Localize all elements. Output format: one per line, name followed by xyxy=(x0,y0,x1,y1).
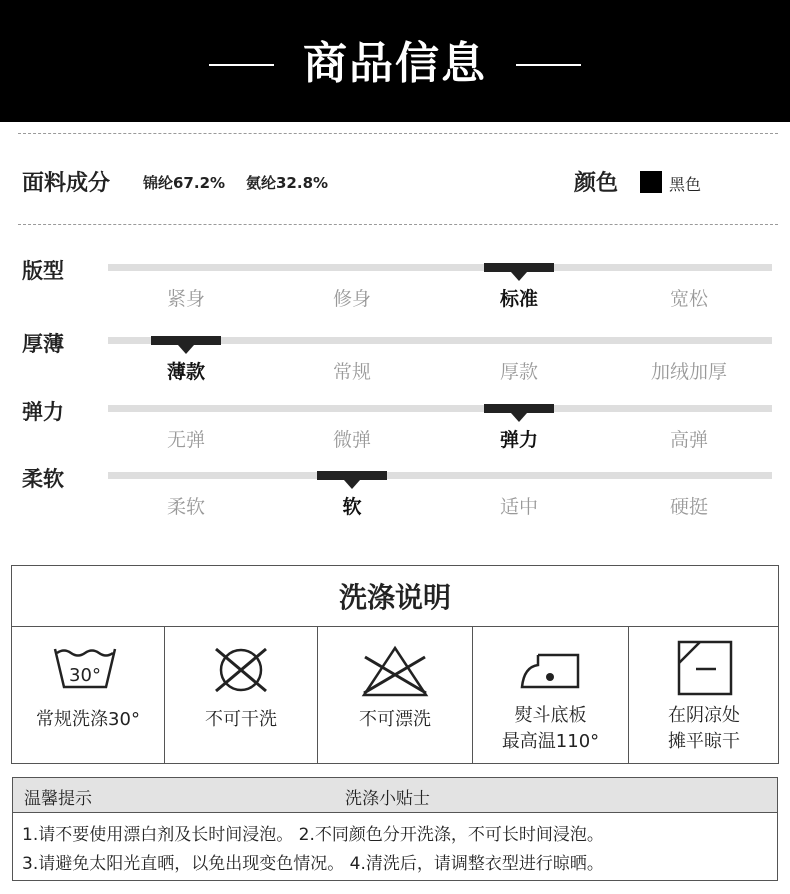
attribute-option: 高弹 xyxy=(669,429,708,451)
color-label: 颜色 xyxy=(574,171,619,196)
wash-caption xyxy=(473,703,628,755)
fabric-item: 锦纶67.2% xyxy=(143,174,226,192)
color-swatch xyxy=(640,171,662,193)
wash-instructions-table xyxy=(11,565,779,764)
wash-cell xyxy=(165,627,317,764)
attribute-label: 厚薄 xyxy=(22,332,64,356)
header-banner xyxy=(0,0,790,122)
wash-caption-line: 常规洗涤30° xyxy=(36,709,140,730)
wash-30-icon xyxy=(52,645,118,691)
no-bleach-icon xyxy=(360,645,430,699)
attribute-option: 适中 xyxy=(499,496,538,518)
wash-caption-line: 熨斗底板 xyxy=(514,705,587,726)
wash-cell xyxy=(318,627,472,764)
wash-caption-line: 不可干洗 xyxy=(205,709,277,730)
attribute-label: 弹力 xyxy=(22,400,64,424)
wash-caption xyxy=(12,707,164,733)
fabric-item: 氨纶32.8% xyxy=(246,174,329,192)
wash-temp-label: 30° xyxy=(69,665,101,686)
attribute-option: 宽松 xyxy=(669,288,708,310)
attribute-option: 加绒加厚 xyxy=(650,361,727,383)
wash-cell xyxy=(629,627,779,764)
attribute-selected-marker xyxy=(317,471,387,480)
wash-title: 洗涤说明 xyxy=(338,581,451,614)
iron-icon xyxy=(518,649,584,693)
wash-cell xyxy=(473,627,628,764)
attribute-option: 软 xyxy=(342,496,362,518)
wash-caption xyxy=(318,707,472,733)
title-rule-right xyxy=(516,64,581,66)
attribute-option: 柔软 xyxy=(166,496,205,518)
attribute-option: 无弹 xyxy=(166,429,205,451)
wash-caption-line: 不可漂洗 xyxy=(359,709,431,730)
attribute-option: 标准 xyxy=(499,288,538,310)
attribute-selected-marker xyxy=(484,404,554,413)
fabric-label: 面料成分 xyxy=(22,171,111,196)
attribute-label: 版型 xyxy=(22,259,64,283)
attribute-label: 柔软 xyxy=(22,467,64,491)
divider xyxy=(18,133,778,134)
tips-title: 温馨提示 xyxy=(24,789,92,809)
attribute-option: 常规 xyxy=(332,361,371,383)
attribute-option: 紧身 xyxy=(166,288,205,310)
attribute-option: 微弹 xyxy=(332,429,371,451)
attribute-option: 弹力 xyxy=(499,429,538,451)
attribute-selected-marker xyxy=(151,336,221,345)
color-value: 黑色 xyxy=(669,175,702,194)
tip-line: 3.请避免太阳光直晒，以免出现变色情况。 4.清洗后，请调整衣型进行晾晒。 xyxy=(22,854,604,874)
page-title: 商品信息 xyxy=(303,38,487,89)
attribute-scale-track xyxy=(108,472,772,479)
wash-cell xyxy=(12,627,164,764)
wash-caption xyxy=(629,703,779,755)
wash-caption-line: 摊平晾干 xyxy=(668,731,740,752)
attribute-option: 修身 xyxy=(332,288,371,310)
divider xyxy=(18,224,778,225)
tips-subtitle: 洗涤小贴士 xyxy=(345,789,430,809)
wash-caption-line: 最高温110° xyxy=(501,731,600,752)
attribute-option: 厚款 xyxy=(499,361,538,383)
shade-flat-dry-icon xyxy=(676,639,734,697)
attribute-scale-track xyxy=(108,264,772,271)
wash-caption xyxy=(165,707,317,733)
attribute-selected-marker xyxy=(484,263,554,272)
attribute-option: 薄款 xyxy=(166,361,205,383)
attribute-scale-track xyxy=(108,405,772,412)
attribute-option: 硬挺 xyxy=(669,496,708,518)
tip-line: 1.请不要使用漂白剂及长时间浸泡。 2.不同颜色分开洗涤，不可长时间浸泡。 xyxy=(22,825,604,845)
wash-caption-line: 在阴凉处 xyxy=(668,705,740,726)
no-dry-clean-icon xyxy=(210,645,272,695)
tips-header xyxy=(13,778,777,813)
tips-box xyxy=(12,777,778,881)
